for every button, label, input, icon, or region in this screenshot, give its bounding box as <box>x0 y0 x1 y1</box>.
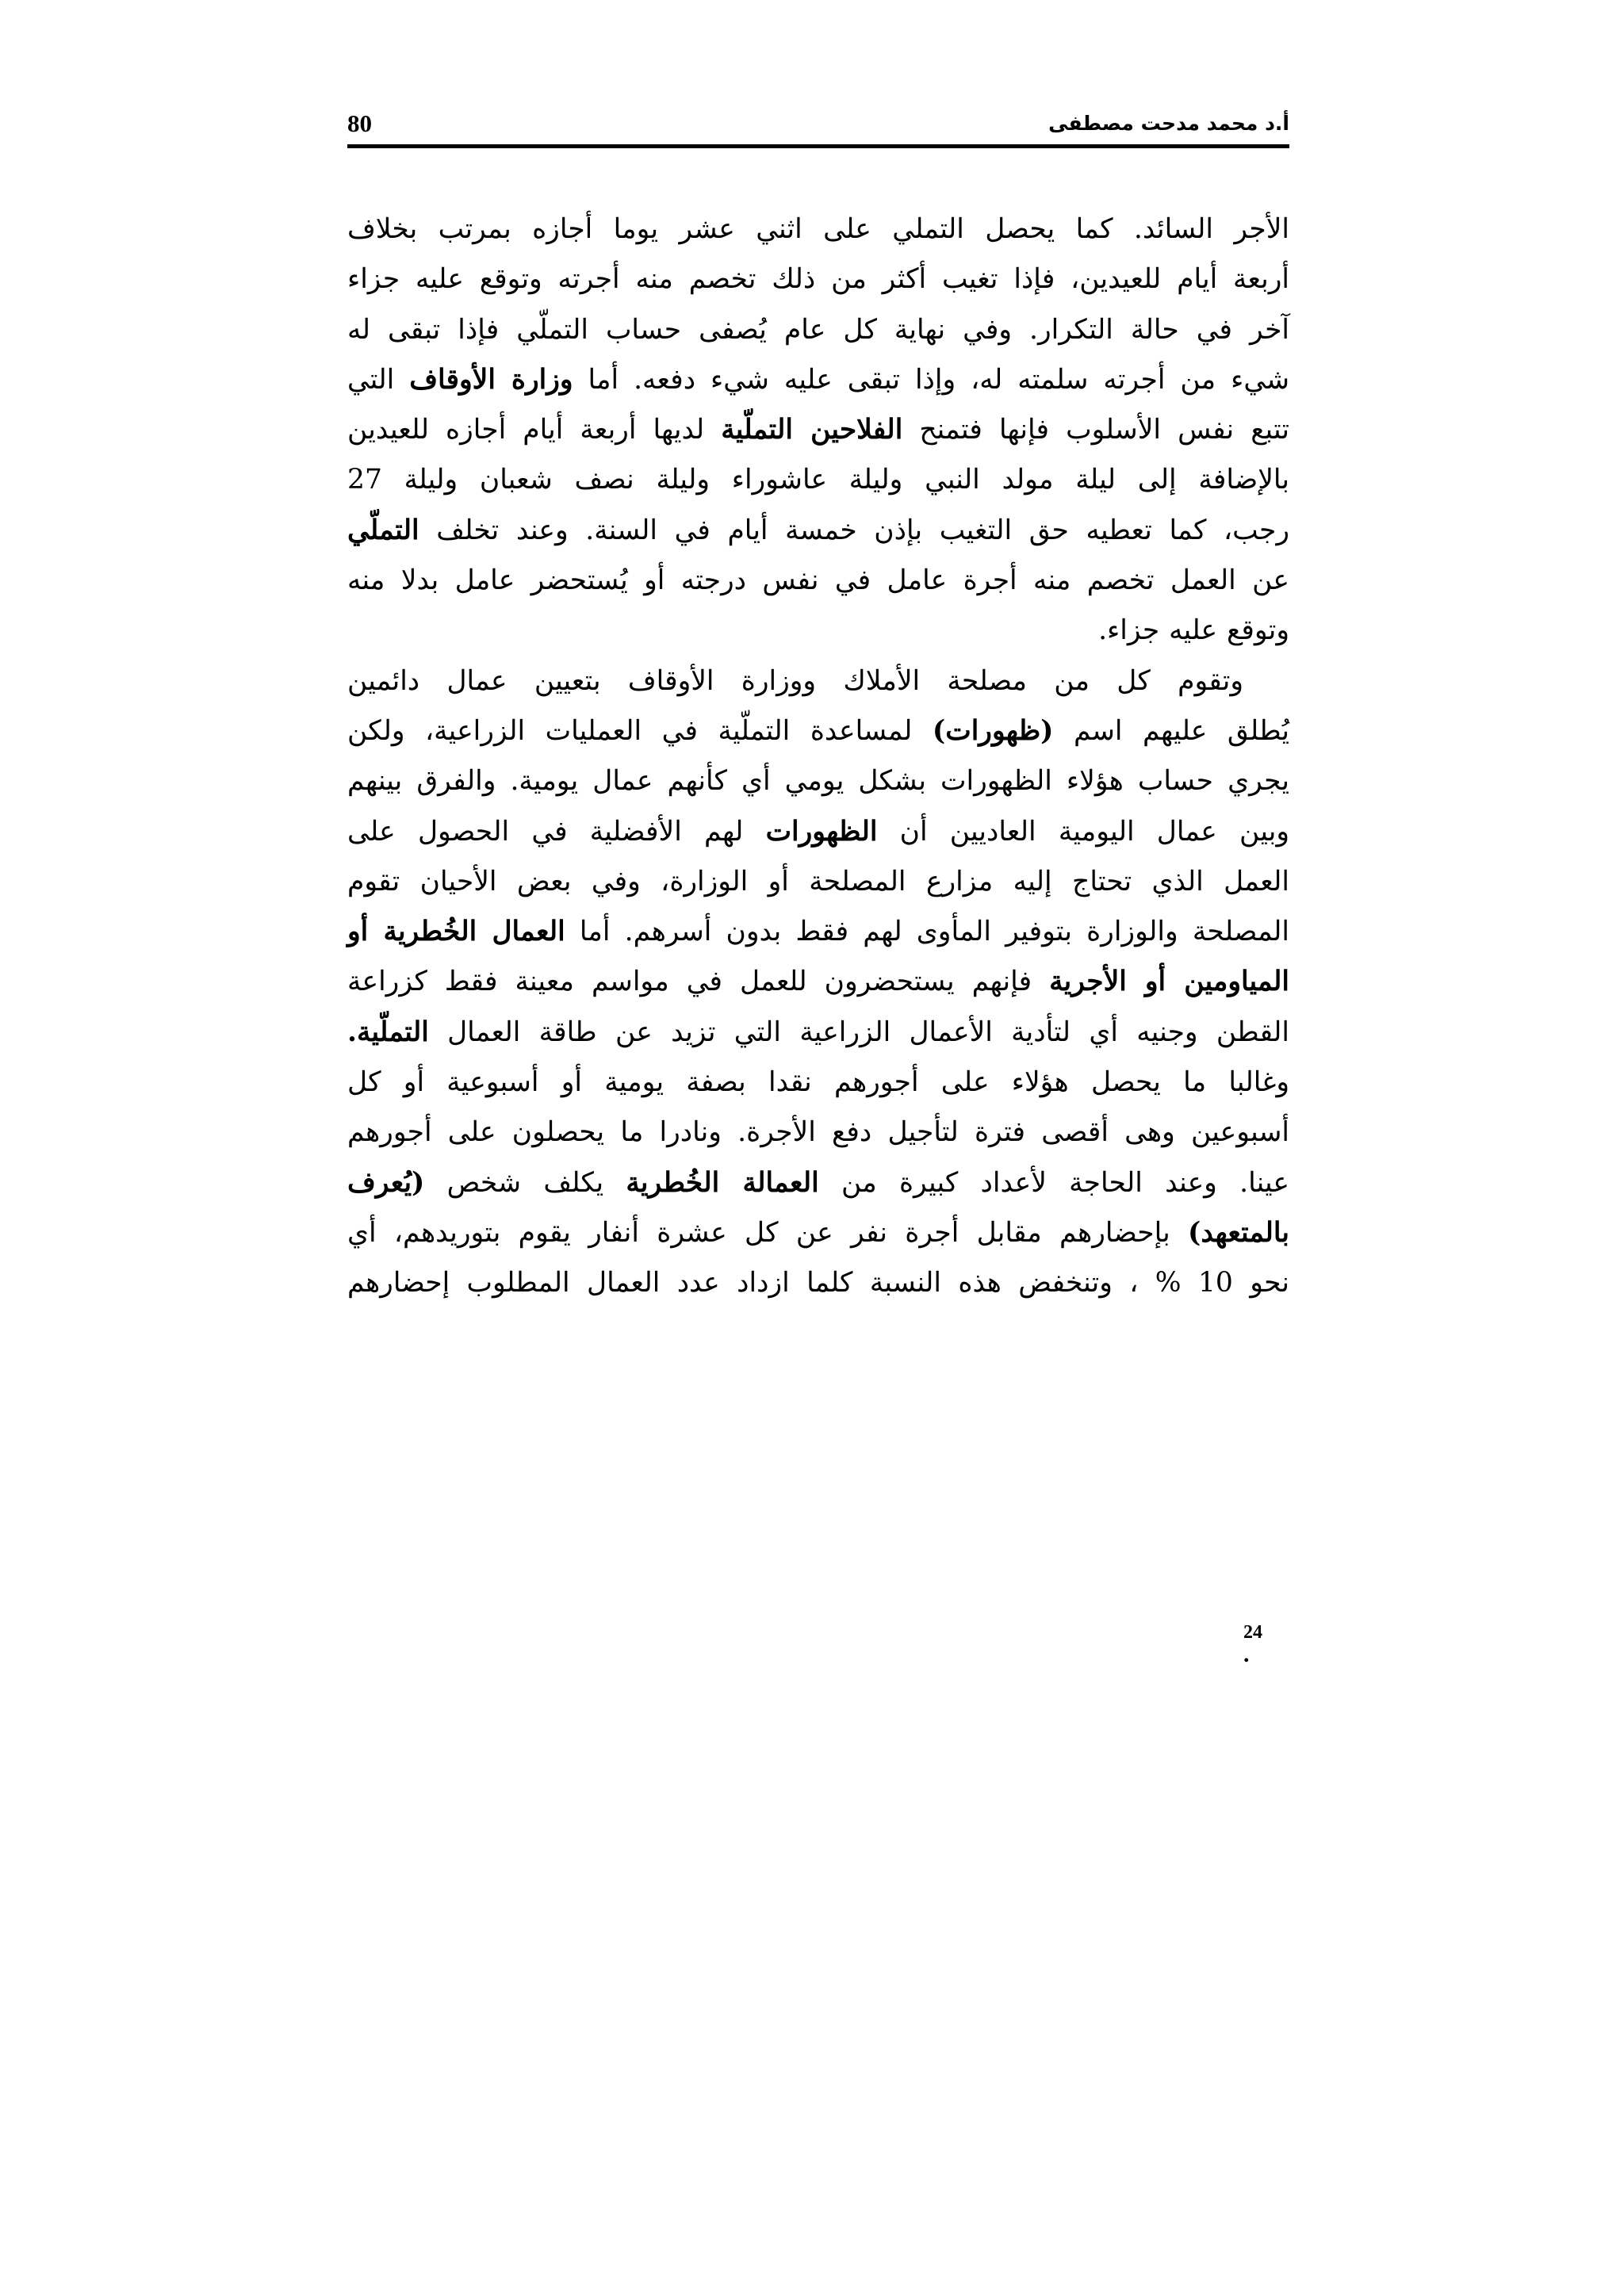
text-run: تتبع نفس الأسلوب فإنها فتمنح <box>902 414 1289 446</box>
text-line <box>347 1208 1289 1258</box>
page-number: 80 <box>347 109 372 137</box>
text-line: وتوقع عليه جزاء. <box>1098 614 1289 647</box>
text-line: العمل الذي تحتاج إليه مزارع المصلحة أو الوزارة، وفي بعض الأحيان تقوم <box>347 865 1289 897</box>
text-run: عينا. وعند الحاجة لأعداد كبيرة من <box>818 1166 1289 1199</box>
paragraph-2 <box>347 656 1289 1309</box>
text-line: وتقوم كل من مصلحة الأملاك ووزارة الأوقاف بتعيين عمال دائمين <box>347 664 1243 697</box>
text-line <box>347 807 1289 857</box>
bold-term-mayawmin: المياومين أو الأجرية <box>1049 966 1289 998</box>
text-run: بإحضارهم مقابل أجرة نفر عن كل عشرة أنفار يقوم بتوريدهم، أي <box>347 1216 1189 1249</box>
text-line <box>347 957 1289 1007</box>
bold-term-mutaahhid: بالمتعهد) <box>1188 1216 1289 1249</box>
text-line <box>347 355 1289 405</box>
text-line <box>347 506 1289 556</box>
text-line: بالإضافة إلى ليلة مولد النبي وليلة عاشوراء وليلة نصف شعبان وليلة 27 <box>347 464 1289 496</box>
text-run: لهم الأفضلية في الحصول على <box>347 815 766 848</box>
text-run: التي <box>347 363 410 396</box>
text-run: يُطلق عليهم اسم <box>1053 714 1289 747</box>
bold-term-fallahin-tamliya: الفلاحين التملّية <box>721 414 903 446</box>
bold-term-khutriya: العمال الخُطرية أو <box>347 916 565 948</box>
text-line <box>347 1008 1289 1058</box>
text-line: عن العمل تخصم منه أجرة عامل في نفس درجته أو يُستحضر عامل بدلا منه <box>347 564 1289 597</box>
text-run: شيء من أجرته سلمته له، وإذا تبقى عليه شيء دفعه. أما <box>573 363 1289 396</box>
page-header <box>347 101 1289 149</box>
text-line: الأجر السائد. كما يحصل التملي على اثني عشر يوما أجازه بمرتب بخلاف <box>347 213 1289 245</box>
text-run: لمساعدة التملّية في العمليات الزراعية، ولكن <box>347 714 933 747</box>
bold-term-tamli: التملّي <box>347 514 419 546</box>
text-line <box>347 1158 1289 1208</box>
footnote-dot: . <box>1243 1641 1250 1667</box>
text-run: رجب، كما تعطيه حق التغيب بإذن خمسة أيام في السنة. وعند تخلف <box>419 514 1289 546</box>
text-line <box>347 706 1289 756</box>
text-line: أربعة أيام للعيدين، فإذا تغيب أكثر من ذلك تخصم منه أجرته وتوقع عليه جزاء <box>347 263 1289 296</box>
text-line <box>347 907 1289 957</box>
text-line: يجري حساب هؤلاء الظهورات بشكل يومي أي كأنهم عمال يومية. والفرق بينهم <box>347 765 1289 798</box>
bold-term-zuhurat: الظهورات <box>765 815 878 848</box>
text-run: المصلحة والوزارة بتوفير المأوى لهم فقط بدون أسرهم. أما <box>565 916 1289 948</box>
text-line <box>347 405 1289 455</box>
header-rule <box>347 144 1289 148</box>
text-run: فإنهم يستحضرون للعمل في مواسم معينة فقط كزراعة <box>347 966 1050 998</box>
body-text <box>347 205 1289 1309</box>
text-line: وغالبا ما يحصل هؤلاء على أجورهم نقدا بصفة يومية أو أسبوعية أو كل <box>347 1066 1289 1099</box>
bold-term-yuraf: (يُعرف <box>347 1166 425 1199</box>
text-run: القطن وجنيه أي لتأدية الأعمال الزراعية التي تزيد عن طاقة العمال <box>428 1016 1289 1048</box>
bold-term-waqf-ministry: وزارة الأوقاف <box>409 363 573 396</box>
running-head-author: أ.د محمد مدحت مصطفى <box>1048 112 1289 135</box>
text-line: أسبوعين وهى أقصى فترة لتأجيل دفع الأجرة. ونادرا ما يحصلون على أجورهم <box>347 1116 1289 1149</box>
bold-term-zuhurat: (ظهورات) <box>932 714 1054 747</box>
paragraph-1 <box>347 205 1289 656</box>
bold-term-tamliya: التملّية. <box>347 1016 429 1048</box>
footnote-reference: 24 <box>1243 1622 1262 1643</box>
text-run: يكلف شخص <box>424 1166 626 1199</box>
text-run: وبين عمال اليومية العاديين أن <box>877 815 1289 848</box>
text-line: آخر في حالة التكرار. وفي نهاية كل عام يُصفى حساب التملّي فإذا تبقى له <box>347 313 1289 346</box>
text-run: لديها أربعة أيام أجازه للعيدين <box>347 414 722 446</box>
bold-term-khutriya-labor: العمالة الخُطرية <box>626 1166 819 1199</box>
text-line: نحو 10 % ، وتنخفض هذه النسبة كلما ازداد عدد العمال المطلوب إحضارهم <box>347 1267 1289 1299</box>
